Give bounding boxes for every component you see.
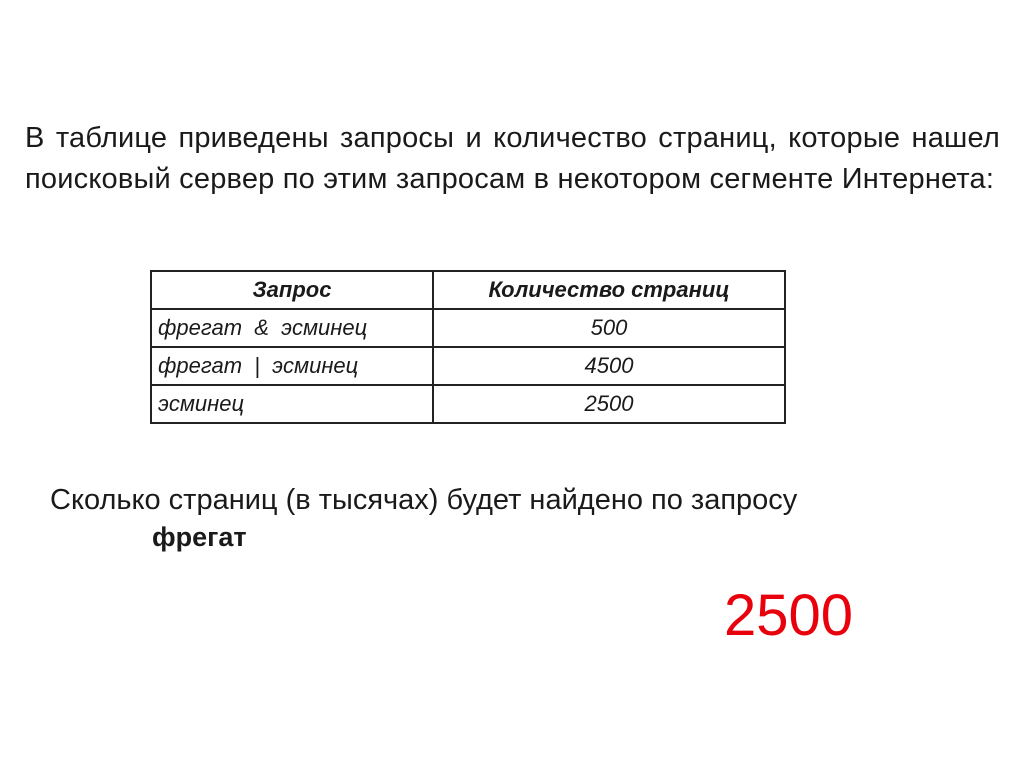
header-query: Запрос	[151, 271, 433, 309]
query-cell: фрегат | эсминец	[151, 347, 433, 385]
table-row	[151, 309, 785, 347]
pages-cell: 500	[433, 309, 785, 347]
queries-table	[150, 270, 786, 424]
table-header-row	[151, 271, 785, 309]
query-cell: фрегат & эсминец	[151, 309, 433, 347]
table-row	[151, 347, 785, 385]
answer-value: 2500	[724, 583, 854, 648]
header-pages: Количество страниц	[433, 271, 785, 309]
pages-cell: 2500	[433, 385, 785, 423]
pages-cell: 4500	[433, 347, 785, 385]
query-cell: эсминец	[151, 385, 433, 423]
query-keyword: фрегат	[152, 522, 247, 552]
intro-text: В таблице приведены запросы и количество страниц, которые нашел поисковый сервер по этим запросам в некотором сегменте Интернета:	[25, 122, 1000, 195]
question-text: Сколько страниц (в тысячах) будет найдено по запросу	[50, 484, 798, 516]
table-row	[151, 385, 785, 423]
